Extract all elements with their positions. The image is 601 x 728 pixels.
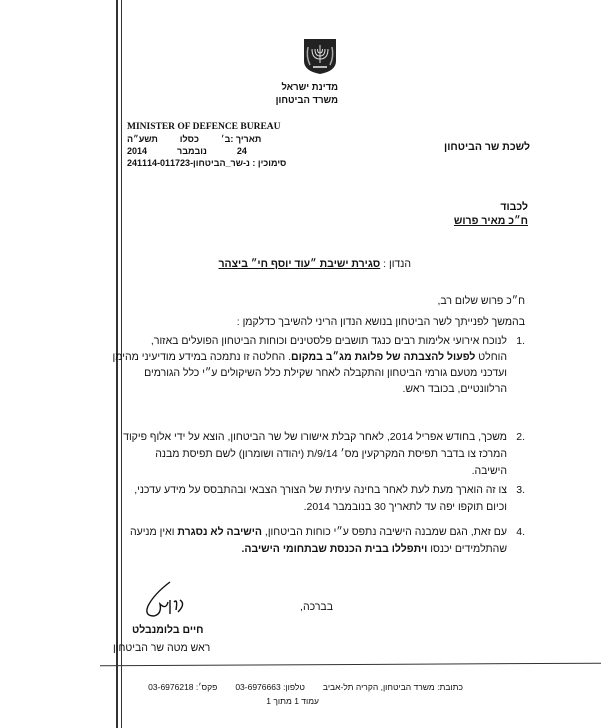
item-line: לנוכח אירועי אלימות רבים כנגד תושבים פלסטינים וכוחות הביטחון הפועלים באזור, <box>150 335 507 347</box>
footer-address: כתובת: משרד הביטחון, הקריה תל-אביב <box>322 682 463 692</box>
page-number: עמוד 1 מתוך 1 <box>266 696 319 706</box>
recipient-name: ח״כ מאיר פרוש <box>453 215 528 227</box>
emphasis: ויתפללו בבית הכנסת שבתחומי הישיבה. <box>241 543 428 555</box>
emphasis: לפעול להצבתה של פלוגת מג״ב במקום <box>291 351 476 363</box>
hebrew-year: תשע״ה <box>127 134 158 144</box>
item-line: משכך, בחודש אפריל 2014, לאחר קבלת אישורו של שר הביטחון, הוצא על ידי אלוף פיקוד <box>123 431 507 443</box>
gregorian-month: נובמבר <box>177 146 207 156</box>
subject-line <box>219 258 412 270</box>
state-name: מדינת ישראל <box>281 82 338 93</box>
item-number: 4. <box>516 526 525 538</box>
footer-phone: טלפון: 03-6976663 <box>235 682 305 692</box>
office-name: לשכת שר הביטחון <box>444 141 530 153</box>
item-number: 2. <box>516 431 525 443</box>
footer-contacts <box>148 682 463 693</box>
gregorian-year: 2014 <box>127 146 148 156</box>
signer-title: ראש מטה שר הביטחון <box>113 642 211 654</box>
hebrew-date <box>127 133 261 145</box>
hebrew-month: כסלו <box>179 134 199 144</box>
item-number: 3. <box>516 484 525 496</box>
item-line: וכיום תוקפו יפה עד לתאריך 30 בנובמבר 2014. <box>303 501 507 513</box>
signature-icon <box>140 580 190 625</box>
item-line: עם זאת, הגם שמבנה הישיבה נתפס ע״י כוחות הביטחון, הישיבה לא נסגרת ואין מניעה <box>129 526 507 538</box>
item-line: שהתלמידים יכנסו ויתפללו בבית הכנסת שבתחומי הישיבה. <box>241 543 507 555</box>
item-line: הישיבה. <box>471 465 507 477</box>
emphasis: הישיבה לא נסגרת <box>177 526 262 538</box>
scan-margin-line <box>121 0 122 728</box>
subject-label: הנדון : <box>383 258 411 270</box>
reference-number: סימוכין : נ-שר_הביטחון-241114-011723 <box>127 158 287 168</box>
item-line: הרלוונטיים, בכובד ראש. <box>402 383 507 395</box>
gregorian-date <box>127 145 247 157</box>
item-line: הוחלט לפעול להצבתה של פלוגת מג״ב במקום. החלטה זו נתמכה במידע מודיעיני מהימן <box>112 351 507 363</box>
emblem-icon <box>302 37 338 75</box>
footer-fax: פקס׳: 03-6976218 <box>148 682 218 692</box>
signer-name: חיים בלומנבלט <box>132 624 204 636</box>
recipient-salutation: לכבוד <box>500 201 528 213</box>
english-title: MINISTER OF DEFENCE BUREAU <box>127 122 281 132</box>
intro: בהמשך לפנייתך לשר הביטחון בנושא הנדון הריני להשיבך כדלקמן : <box>236 316 525 328</box>
greeting: ח״כ פרוש שלום רב, <box>437 295 525 307</box>
item-line: צו זה הוארך מעת לעת לאחר בחינה עיתית של הצורך הצבאי ובהתבסס על מידע עדכני, <box>134 484 507 496</box>
gregorian-day: 24 <box>236 146 247 156</box>
ministry-name: משרד הביטחון <box>275 95 338 106</box>
footer-divider <box>100 663 601 667</box>
item-line: ועדכני מטעם גורמי הביטחון והתקבלה לאחר שקילת כלל השיקולים ע״י כלל הגורמים <box>144 367 507 379</box>
closing: בברכה, <box>300 601 333 613</box>
date-label: תאריך :ב׳ <box>220 134 262 144</box>
item-line: המרכז צו בדבר תפיסת המקרקעין מס׳ 9/14/ת (יהודה ושומרון) לשם תפיסת מבנה <box>155 448 507 460</box>
scan-margin-line <box>116 0 118 728</box>
subject-text: סגירת ישיבת ״עוד יוסף חי״ ביצהר <box>218 258 381 270</box>
item-number: 1. <box>516 335 525 347</box>
